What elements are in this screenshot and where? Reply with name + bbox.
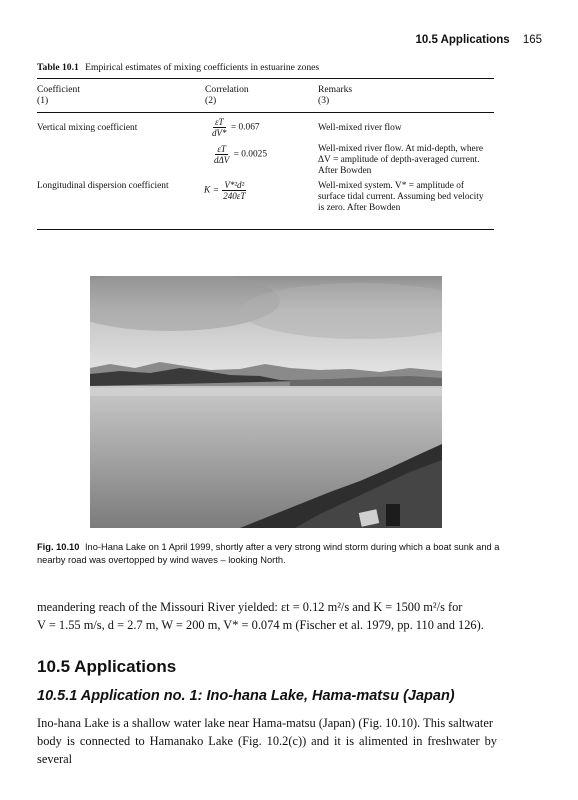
- page-number: 165: [522, 34, 542, 46]
- figure-label: Fig. 10.10: [37, 542, 80, 552]
- paragraph-ino-hana: Ino-hana Lake is a shallow water lake near Hama-matsu (Japan) (Fig. 10.10). This saltwater body is connected to Hamanako Lake (Fig. 10.2(c)) and it is alimented in freshwater by several: [37, 716, 497, 766]
- row1-coefficient: Vertical mixing coefficient: [37, 123, 138, 133]
- table-label: Table 10.1: [37, 62, 79, 73]
- table-caption: [37, 62, 319, 73]
- table-bottom-rule: [37, 229, 494, 230]
- running-head-section: 10.5 Applications: [415, 34, 510, 46]
- header-remarks: Remarks (3): [318, 84, 353, 106]
- row1-remarks: Well-mixed river flow: [318, 123, 402, 133]
- header-coefficient: Coefficient (1): [37, 84, 80, 106]
- lake-photo: [90, 276, 442, 528]
- formula-vertical-2: $\frac{\varepsilon T}{\text{dΔV}}$ = 0.0025: [214, 144, 268, 165]
- row2-remarks: Well-mixed river flow. At mid-depth, where ΔV = amplitude of depth-averaged current. After Bowden: [318, 144, 483, 176]
- paragraph-missouri: meandering reach of the Missouri River yielded: εt = 0.12 m²/s and K = 1500 m²/s for V = 1.55 m/s, d = 2.7 m, W = 200 m, V* = 0.074 m (Fischer et al. 1979, pp. 110 and 126).: [37, 600, 484, 632]
- subsection-heading: 10.5.1 Application no. 1: Ino-hana Lake, Hama-matsu (Japan): [37, 688, 455, 704]
- figure-caption: Fig. 10.10 Ino-Hana Lake on 1 April 1999, shortly after a very strong wind storm during which a boat sunk and a nearby road was overtopped by wind waves – looking North.: [37, 542, 500, 565]
- header-correlation: Correlation (2): [205, 84, 249, 106]
- running-head: [415, 34, 542, 46]
- formula-longitudinal: K = $\frac{\text{V*²d²}}{240\varepsilon T}$: [204, 180, 246, 201]
- row3-coefficient: Longitudinal dispersion coefficient: [37, 181, 169, 191]
- table-top-rule: [37, 78, 494, 79]
- table-caption-text: Empirical estimates of mixing coefficients in estuarine zones: [85, 62, 320, 73]
- formula-vertical-1: $\frac{\varepsilon T}{dV*}$ = 0.067: [212, 117, 260, 138]
- section-heading: 10.5 Applications: [37, 657, 177, 676]
- table-header-rule: [37, 112, 494, 113]
- row3-remarks: Well-mixed system. V* = amplitude of surface tidal current. Assuming bed velocity is zero. After Bowden: [318, 181, 484, 213]
